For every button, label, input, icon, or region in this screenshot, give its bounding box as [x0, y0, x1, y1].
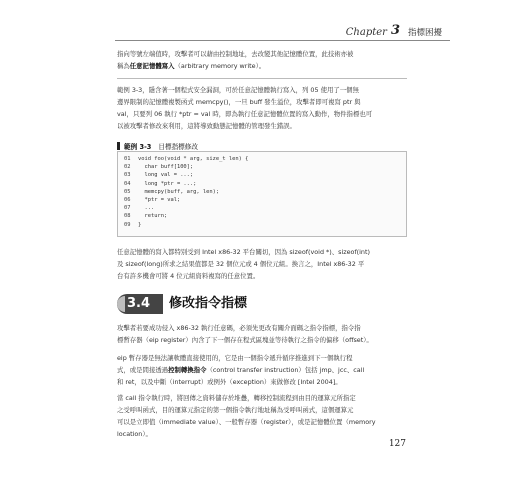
text-line: 式，或是間接透過控制轉換指令（control transfer instruction）包括 jmp、jcc、call [117, 366, 365, 374]
text-line: 邊界限制的記憶體複製函式 memcpy()，一旦 buff 發生溢位，攻擊者即可複寫 ptr 與 [117, 98, 361, 106]
code-line: 02 char buff[100]; [124, 164, 194, 171]
paragraph-4 [117, 322, 407, 346]
text-line: 指向等號左端值時，攻擊者可以藉由控制地址，去改變其他記憶體位置，此技術亦被 [117, 50, 354, 58]
code-line: 04 long *ptr = ...; [124, 180, 197, 187]
code-line: 06 *ptr = val; [124, 197, 181, 204]
chapter-header [346, 20, 442, 38]
code-line: 07 ... [124, 205, 155, 212]
chapter-number: 3 [390, 23, 400, 38]
text-line: 稱為任意記憶體寫入（arbitrary memory write）。 [117, 62, 266, 70]
page-number: 127 [388, 439, 406, 449]
code-line: 01 void foo(void * arg, size_t len) { [124, 156, 249, 162]
text-line: 當 call 指令執行時，將回傳之資料儲存於堆疊，轉移控制流程到由目的運算元所指定 [117, 394, 356, 402]
example-label: 範例 3-3 [124, 143, 152, 151]
chapter-title: 指標困擾 [407, 28, 442, 38]
text-line: 台有許多機會可將 4 位元組資料複寫的任意位置。 [117, 272, 260, 280]
text-line: eip 暫存器是無法讓軟體直接使用的，它是由一個指令遞升循序推進到下一個執行程 [117, 354, 353, 362]
term-bold: 任意記憶體寫入 [129, 62, 175, 70]
example-title [117, 141, 198, 151]
code-line: 09 } [124, 221, 142, 228]
text-line: 標暫存器（eip register）內含了下一個存在程式區塊並等待執行之指令的偏移（offset）。 [117, 336, 373, 344]
text-line: 攻擊者若要成功侵入 x86-32 執行任意碼，必須先更改有關介面碼之指令指標，指令指 [117, 324, 361, 332]
code-line: 05 memcpy(buff, arg, len); [124, 188, 220, 195]
text-line: 及 sizeof(long)所求之結果值都是 32 個位元或 4 個位元組。換言之，Intel x86-32 平 [117, 260, 365, 268]
paragraph-1 [117, 48, 407, 72]
paragraph-2 [117, 84, 407, 132]
example-caption: 目標指標修改 [158, 143, 198, 151]
text-line: 和 ret，以及中斷（interrupt）或例外（exception）來做修改 [Intel 2004]。 [117, 378, 342, 386]
section-number: 3.4 [127, 296, 151, 311]
example-marker [117, 142, 120, 150]
header-rule [115, 40, 450, 41]
section-heading [117, 294, 407, 314]
text-line: 之受呼叫函式，目的運算元指定的第一個指令執行地址稱為受呼叫函式，這個運算元 [117, 406, 354, 414]
divider [117, 78, 407, 79]
code-listing [117, 151, 407, 237]
paragraph-5 [117, 352, 407, 388]
text-line: 範例 3-3，隱含著一個程式安全漏洞，可於任意記憶體執行寫入，列 05 使用了一個無 [117, 86, 359, 94]
text-line: 可以是立即值（immediate value）、一般暫存器（register），或是記憶體位置（memory [117, 418, 376, 426]
chapter-word: Chapter [345, 27, 387, 38]
code-line: 03 long val = ...; [124, 172, 194, 179]
section-title: 修改指令指標 [169, 296, 248, 311]
text-line: 任意記憶體的寫入都特別受到 Intel x86-32 平台關切，因為 sizeof(void *)、sizeof(int) [117, 248, 370, 256]
code-line: 08 return; [124, 213, 168, 220]
text-line: val，只要列 06 執行 *ptr = val 時，即為執行任意記憶體位置的寫入動作，物件指標也可 [117, 110, 373, 118]
term-bold: 控制轉換指令 [168, 366, 207, 374]
text-line: 以被攻擊者修改來利用，這將導致動態記憶體的管理發生錯誤。 [117, 122, 296, 130]
paragraph-3 [117, 246, 407, 282]
paragraph-6 [117, 392, 407, 440]
text-line: location）。 [117, 430, 152, 438]
